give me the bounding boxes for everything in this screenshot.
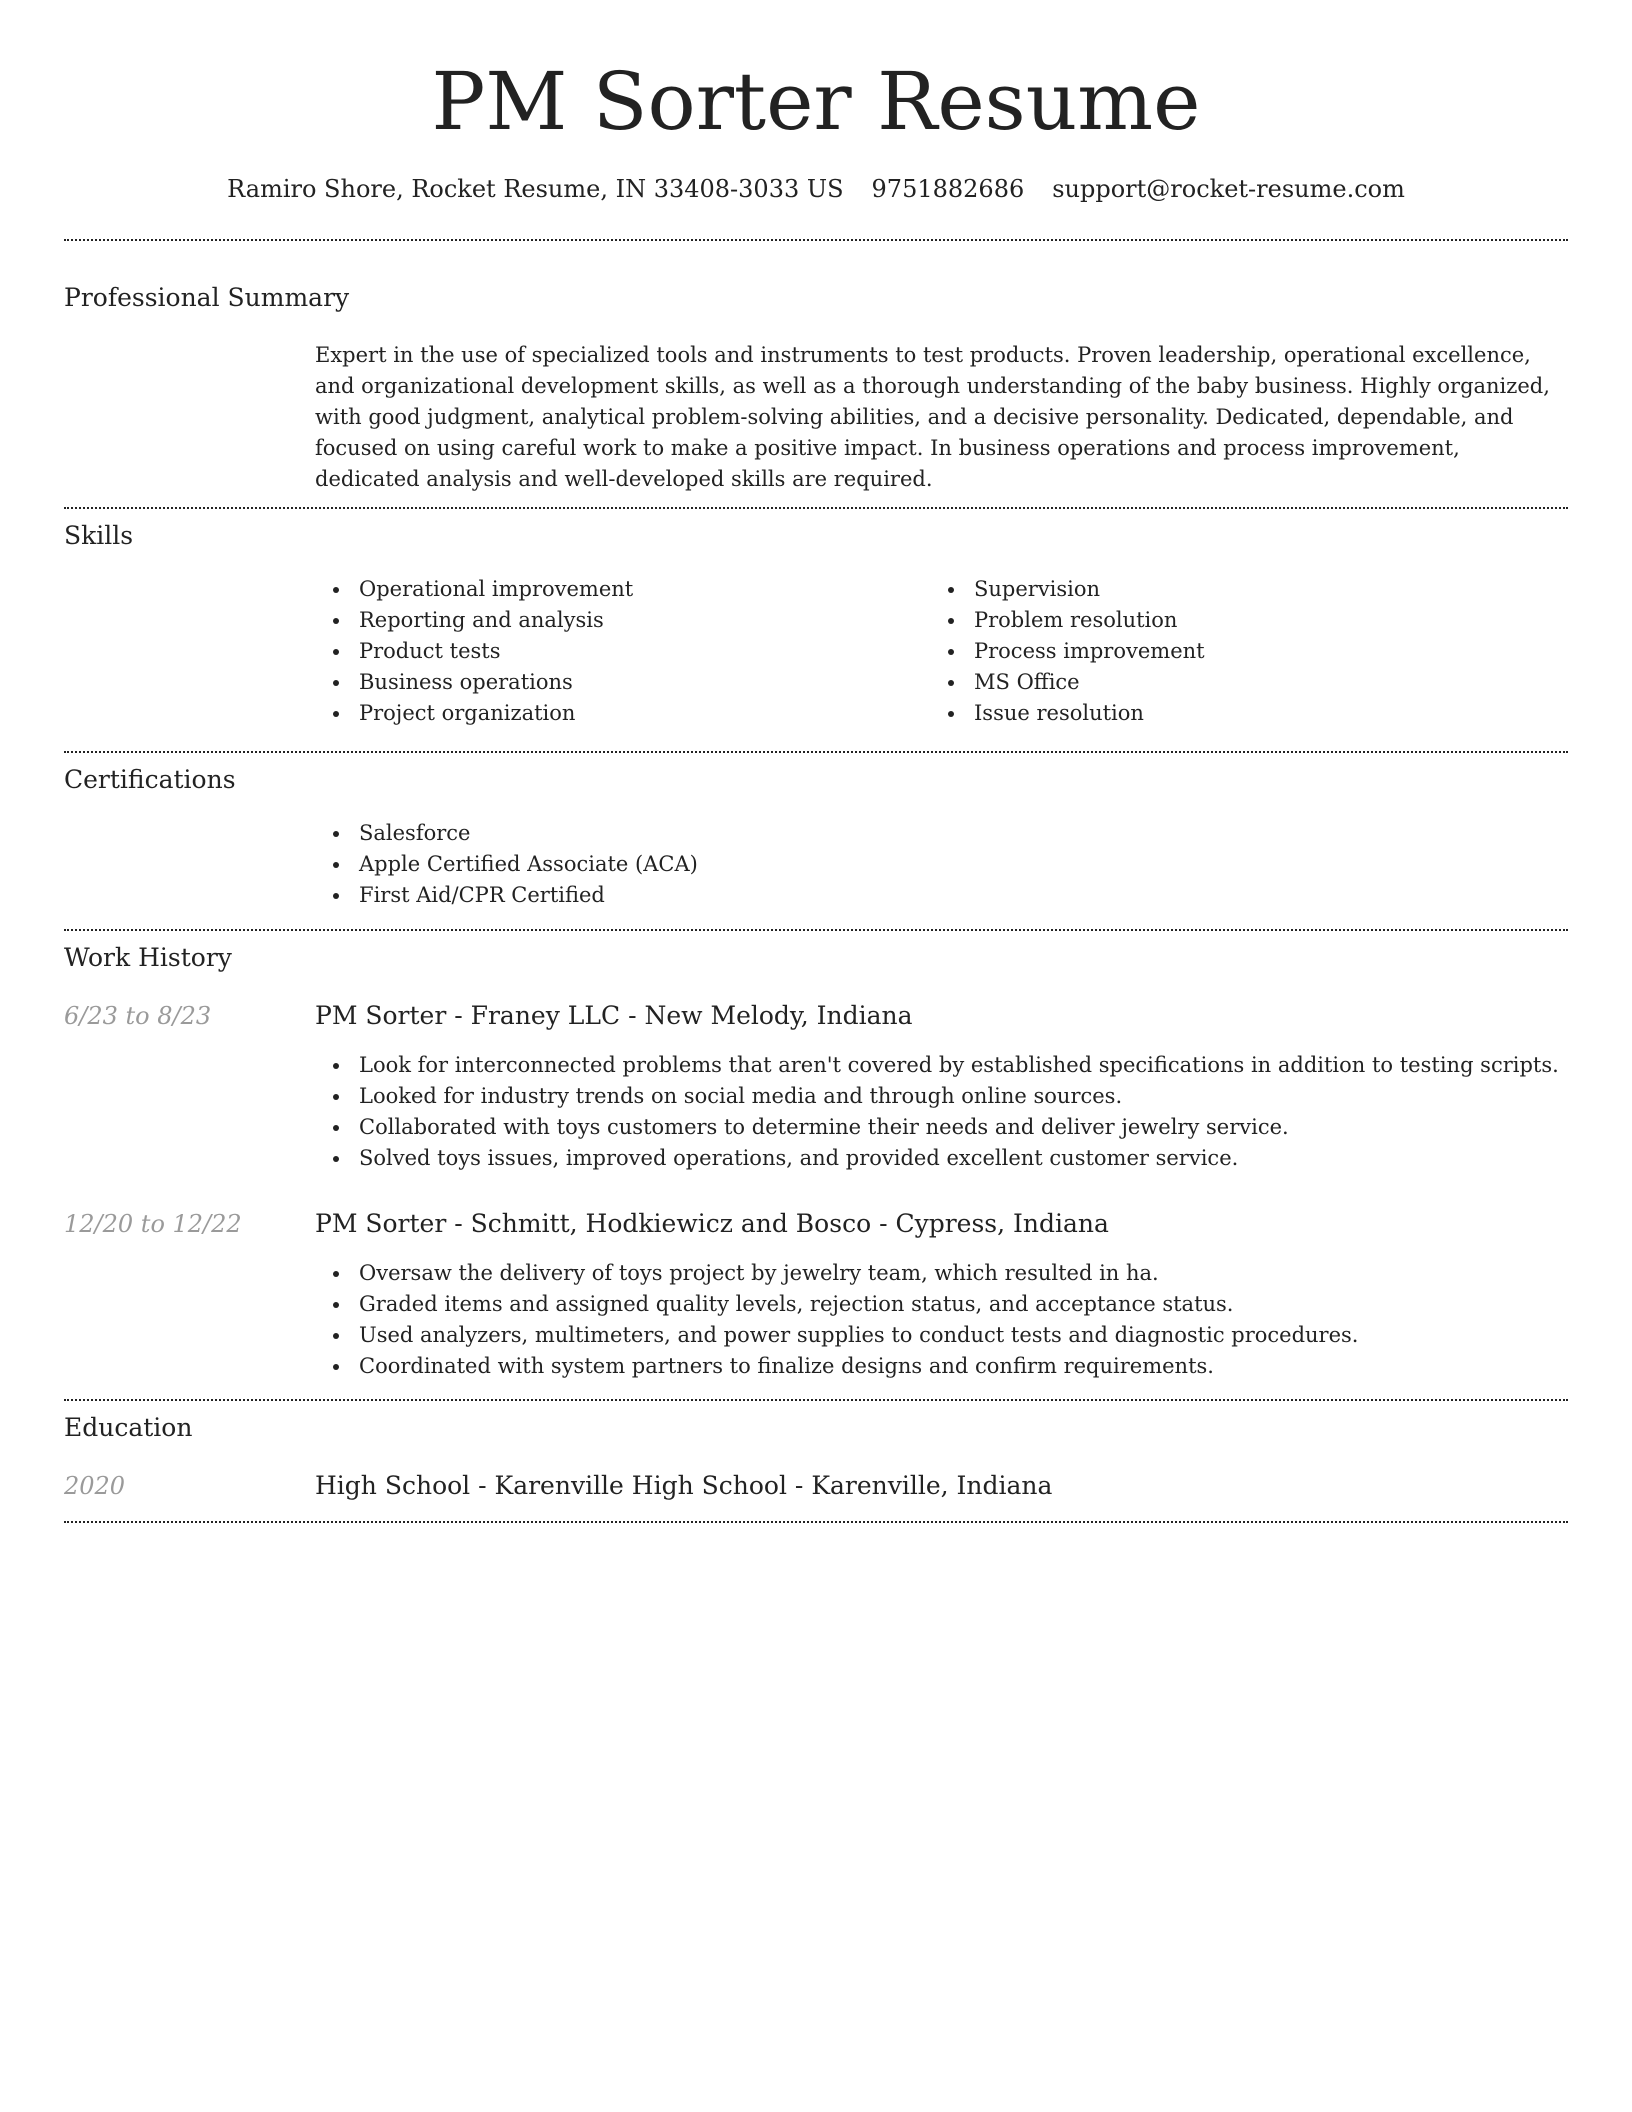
job-dates: 12/20 to 12/22 (64, 1210, 242, 1238)
work-heading: Work History (64, 943, 232, 972)
job-bullet: Solved toys issues, improved operations, and provided excellent customer service. (315, 1143, 1568, 1174)
skill-item: MS Office (930, 667, 1530, 698)
skill-item: Product tests (315, 636, 915, 667)
certifications-heading: Certifications (64, 765, 236, 794)
job-bullet: Looked for industry trends on social media and through online sources. (315, 1081, 1568, 1112)
job-bullet: Oversaw the delivery of toys project by jewelry team, which resulted in ha. (315, 1258, 1568, 1289)
contact-phone: 9751882686 (871, 175, 1025, 203)
education-entry: High School - Karenville High School - Karenville, Indiana (315, 1471, 1053, 1500)
section-divider (64, 1521, 1568, 1523)
job-bullet: Collaborated with toys customers to determine their needs and deliver jewelry service. (315, 1112, 1568, 1143)
section-divider (64, 507, 1568, 509)
certification-item: Apple Certified Associate (ACA) (315, 849, 1515, 880)
skills-list-right (930, 574, 1530, 729)
education-year: 2020 (64, 1472, 126, 1500)
certifications-list (315, 818, 1515, 911)
skill-item: Project organization (315, 698, 915, 729)
certification-item: Salesforce (315, 818, 1515, 849)
contact-line (64, 169, 1568, 209)
job-bullet: Used analyzers, multimeters, and power supplies to conduct tests and diagnostic procedures. (315, 1320, 1568, 1351)
education-heading: Education (64, 1413, 193, 1442)
job-dates: 6/23 to 8/23 (64, 1002, 212, 1030)
skill-item: Process improvement (930, 636, 1530, 667)
skills-heading: Skills (64, 521, 134, 550)
job-bullet: Look for interconnected problems that aren't covered by established specifications in addition to testing scripts. (315, 1050, 1568, 1081)
job-bullet: Coordinated with system partners to finalize designs and confirm requirements. (315, 1351, 1568, 1382)
job-bullets (315, 1050, 1568, 1174)
job-bullets (315, 1258, 1568, 1382)
skill-item: Supervision (930, 574, 1530, 605)
job-bullet: Graded items and assigned quality levels, rejection status, and acceptance status. (315, 1289, 1568, 1320)
job-title: PM Sorter - Franey LLC - New Melody, Indiana (315, 1001, 913, 1030)
skill-item: Reporting and analysis (315, 605, 915, 636)
contact-email: support@rocket-resume.com (1052, 175, 1405, 203)
summary-heading: Professional Summary (64, 283, 350, 312)
skill-item: Operational improvement (315, 574, 915, 605)
contact-address: Ramiro Shore, Rocket Resume, IN 33408-3033 US (227, 175, 844, 203)
skills-list-left (315, 574, 915, 729)
certification-item: First Aid/CPR Certified (315, 880, 1515, 911)
skill-item: Problem resolution (930, 605, 1530, 636)
section-divider (64, 751, 1568, 753)
skill-item: Issue resolution (930, 698, 1530, 729)
section-divider (64, 929, 1568, 931)
section-divider (64, 1399, 1568, 1401)
job-title: PM Sorter - Schmitt, Hodkiewicz and Bosco - Cypress, Indiana (315, 1209, 1109, 1238)
summary-text: Expert in the use of specialized tools and instruments to test products. Proven leadership, operational excellence, and organizational development skills, as well as a thorough understanding of the baby business. Highly organized, with good judgment, analytical problem-solving abilities, and a decisive personality. Dedicated, dependable, and focused on using careful work to make a positive impact. In business operations and process improvement, dedicated analysis and well-developed skills are required. (315, 343, 1550, 491)
skill-item: Business operations (315, 667, 915, 698)
page-title: PM Sorter Resume (431, 55, 1201, 148)
section-divider (64, 239, 1568, 241)
